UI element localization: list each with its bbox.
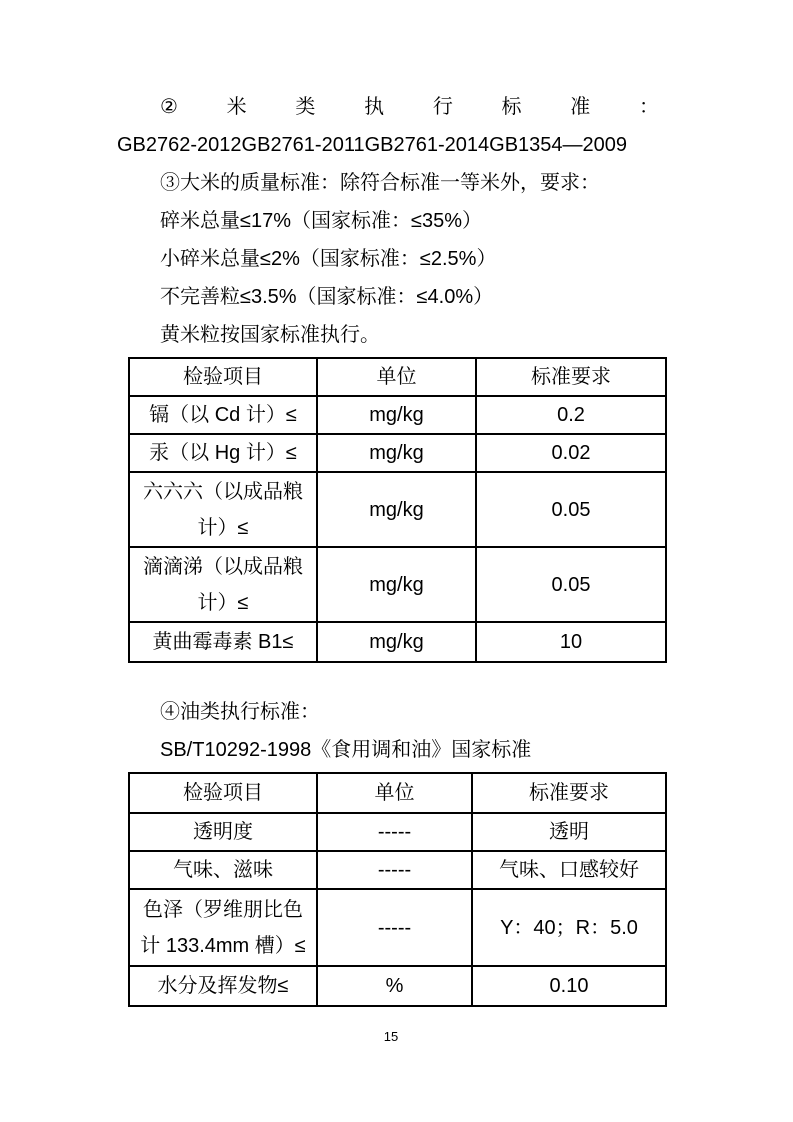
small-broken-rice-requirement: 小碎米总量≤2%（国家标准：≤2.5%）: [160, 248, 497, 270]
rice-quality-intro: ③大米的质量标准：除符合标准一等米外，要求：: [160, 172, 600, 194]
unit-cell: -----: [317, 889, 472, 966]
heading-char: 执: [364, 96, 385, 118]
table-row: [129, 434, 666, 472]
yellow-grain-note: 黄米粒按国家标准执行。: [160, 324, 380, 346]
table-header-row: [129, 358, 666, 396]
requirement-cell: 0.05: [476, 472, 666, 547]
requirement-cell: 0.02: [476, 434, 666, 472]
item-cell: 镉（以 Cd 计）≤: [129, 396, 317, 434]
oil-standard-heading: ④油类执行标准：: [160, 701, 320, 723]
heading-char: 米: [226, 96, 247, 118]
item-cell: 水分及挥发物≤: [129, 966, 317, 1006]
item-cell: 六六六（以成品粮计）≤: [129, 472, 317, 547]
column-header-unit: 单位: [317, 358, 476, 396]
item-cell: 透明度: [129, 813, 317, 851]
item-cell: 滴滴涕（以成品粮计）≤: [129, 547, 317, 622]
heading-char: ：: [638, 96, 659, 118]
page-number: 15: [383, 1029, 399, 1044]
table-row: [129, 966, 666, 1006]
heading-char: 类: [295, 96, 316, 118]
requirement-cell: 透明: [472, 813, 666, 851]
heading-char: 准: [570, 96, 591, 118]
unit-cell: mg/kg: [317, 434, 476, 472]
table-row: [129, 622, 666, 662]
broken-rice-requirement: 碎米总量≤17%（国家标准：≤35%）: [160, 210, 483, 232]
unit-cell: mg/kg: [317, 472, 476, 547]
table-row: [129, 813, 666, 851]
column-header-requirement: 标准要求: [476, 358, 666, 396]
requirement-cell: 0.2: [476, 396, 666, 434]
unit-cell: %: [317, 966, 472, 1006]
table-row: [129, 396, 666, 434]
table-row: [129, 472, 666, 547]
column-header-item: 检验项目: [129, 773, 317, 813]
oil-inspection-table: [128, 772, 667, 1007]
item-cell: 气味、滋味: [129, 851, 317, 889]
item-cell: 汞（以 Hg 计）≤: [129, 434, 317, 472]
column-header-item: 检验项目: [129, 358, 317, 396]
oil-standard-code: SB/T10292-1998《食用调和油》国家标准: [160, 739, 532, 761]
column-header-unit: 单位: [317, 773, 472, 813]
heading-char: 行: [432, 96, 453, 118]
table-row: [129, 889, 666, 966]
gb-standard-codes: GB2762-2012GB2761-2011GB2761-2014GB1354—2009: [117, 134, 628, 156]
rice-inspection-table: [128, 357, 667, 663]
table-header-row: [129, 773, 666, 813]
unit-cell: mg/kg: [317, 547, 476, 622]
table-row: [129, 547, 666, 622]
unit-cell: mg/kg: [317, 396, 476, 434]
requirement-cell: 0.10: [472, 966, 666, 1006]
rice-standard-heading: [160, 88, 665, 126]
heading-char: ②: [160, 96, 178, 118]
column-header-requirement: 标准要求: [472, 773, 666, 813]
requirement-cell: Y：40；R：5.0: [472, 889, 666, 966]
heading-char: 标: [501, 96, 522, 118]
table-row: [129, 851, 666, 889]
unit-cell: mg/kg: [317, 622, 476, 662]
requirement-cell: 10: [476, 622, 666, 662]
requirement-cell: 0.05: [476, 547, 666, 622]
unit-cell: -----: [317, 851, 472, 889]
item-cell: 色泽（罗维朋比色计 133.4mm 槽）≤: [129, 889, 317, 966]
item-cell: 黄曲霉毒素 B1≤: [129, 622, 317, 662]
imperfect-grain-requirement: 不完善粒≤3.5%（国家标准：≤4.0%）: [160, 286, 494, 308]
requirement-cell: 气味、口感较好: [472, 851, 666, 889]
unit-cell: -----: [317, 813, 472, 851]
